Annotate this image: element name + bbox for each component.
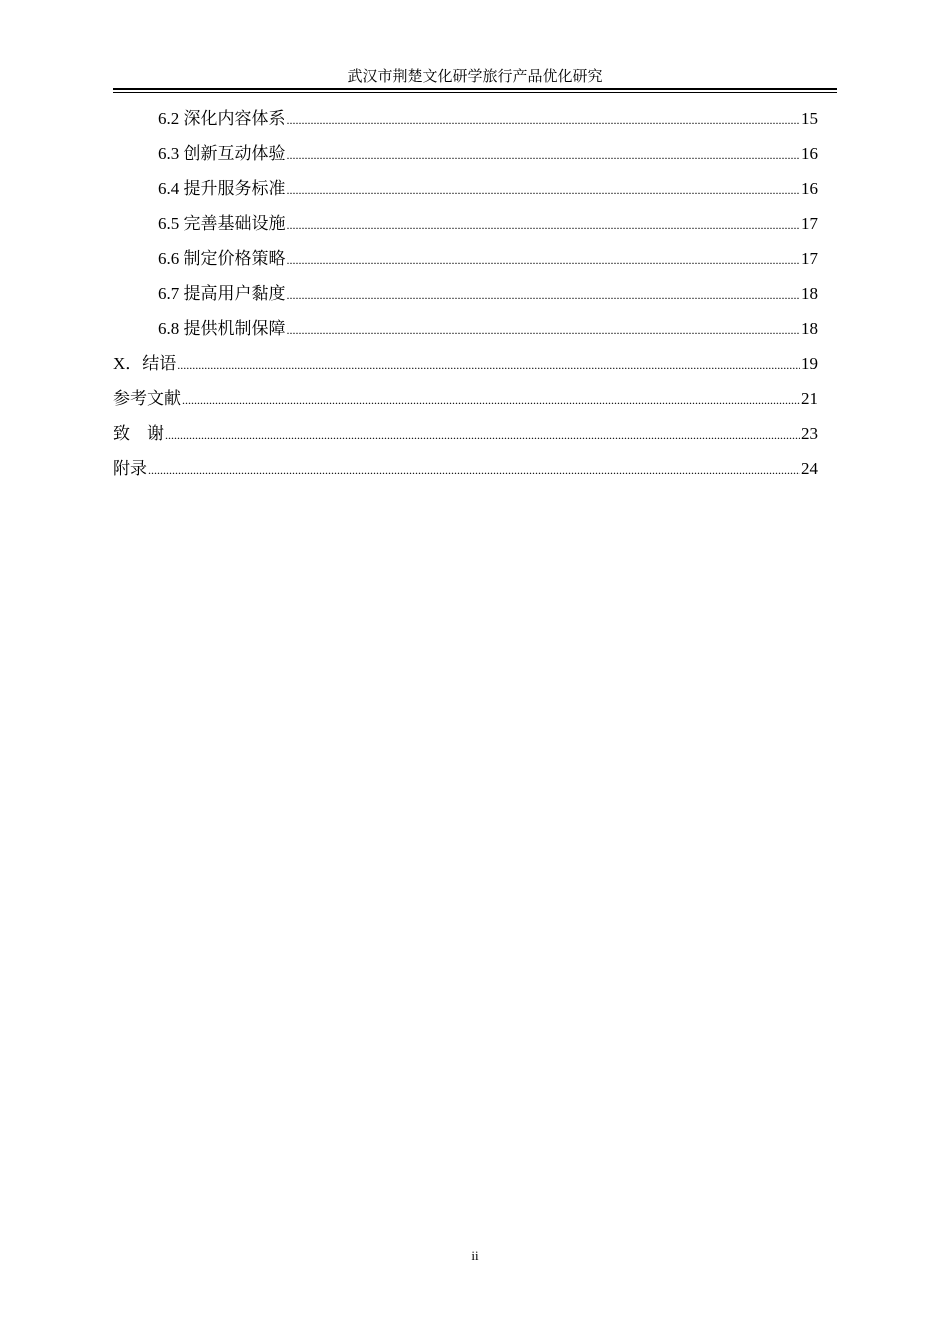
- toc-entry-label: 6.7 提高用户黏度: [158, 284, 286, 303]
- toc-entry-page-number: 16: [801, 179, 818, 198]
- toc-entry-6-3[interactable]: [113, 136, 818, 171]
- toc-entry-6-7[interactable]: [113, 276, 818, 311]
- running-header-title: 武汉市荆楚文化研学旅行产品优化研究: [347, 69, 603, 85]
- toc-entry-6-4[interactable]: [113, 171, 818, 206]
- toc-dot-leader: [182, 383, 800, 418]
- header-rule-thick: [113, 88, 837, 90]
- toc-entry-references[interactable]: [113, 381, 818, 416]
- toc-dot-leader: [287, 278, 801, 313]
- toc-entry-page-number: 24: [801, 459, 818, 478]
- toc-entry-label: 6.5 完善基础设施: [158, 214, 286, 233]
- toc-dot-leader: [148, 453, 800, 488]
- toc-entry-appendix[interactable]: [113, 451, 818, 486]
- table-of-contents: [113, 101, 818, 486]
- toc-entry-label: X．结语: [113, 354, 177, 373]
- toc-dot-leader: [287, 173, 801, 208]
- toc-entry-label: 6.2 深化内容体系: [158, 109, 286, 128]
- toc-entry-acknowledgements[interactable]: [113, 416, 818, 451]
- toc-entry-6-6[interactable]: [113, 241, 818, 276]
- toc-dot-leader: [287, 208, 801, 243]
- toc-entry-6-2[interactable]: [113, 101, 818, 136]
- toc-entry-label: 附录: [113, 459, 147, 478]
- toc-entry-label: 6.4 提升服务标准: [158, 179, 286, 198]
- toc-entry-label: 6.6 制定价格策略: [158, 249, 286, 268]
- toc-dot-leader: [287, 243, 801, 278]
- toc-entry-page-number: 23: [801, 424, 818, 443]
- toc-entry-page-number: 18: [801, 284, 818, 303]
- toc-entry-label: 6.8 提供机制保障: [158, 319, 286, 338]
- toc-entry-page-number: 16: [801, 144, 818, 163]
- toc-dot-leader: [287, 138, 801, 173]
- toc-entry-page-number: 17: [801, 214, 818, 233]
- toc-entry-page-number: 18: [801, 319, 818, 338]
- toc-entry-label: 6.3 创新互动体验: [158, 144, 286, 163]
- header-rule-thin: [113, 92, 837, 93]
- toc-entry-label: 致 谢: [113, 424, 164, 443]
- toc-dot-leader: [287, 103, 801, 138]
- toc-entry-page-number: 19: [801, 354, 818, 373]
- toc-dot-leader: [287, 313, 801, 348]
- toc-entry-page-number: 21: [801, 389, 818, 408]
- toc-entry-6-8[interactable]: [113, 311, 818, 346]
- toc-entry-label: 参考文献: [113, 389, 181, 408]
- footer-page-number: ii: [471, 1248, 479, 1263]
- toc-entry-page-number: 15: [801, 109, 818, 128]
- toc-entry-conclusion[interactable]: [113, 346, 818, 381]
- toc-dot-leader: [165, 418, 800, 453]
- toc-entry-page-number: 17: [801, 249, 818, 268]
- toc-entry-6-5[interactable]: [113, 206, 818, 241]
- toc-dot-leader: [177, 348, 800, 383]
